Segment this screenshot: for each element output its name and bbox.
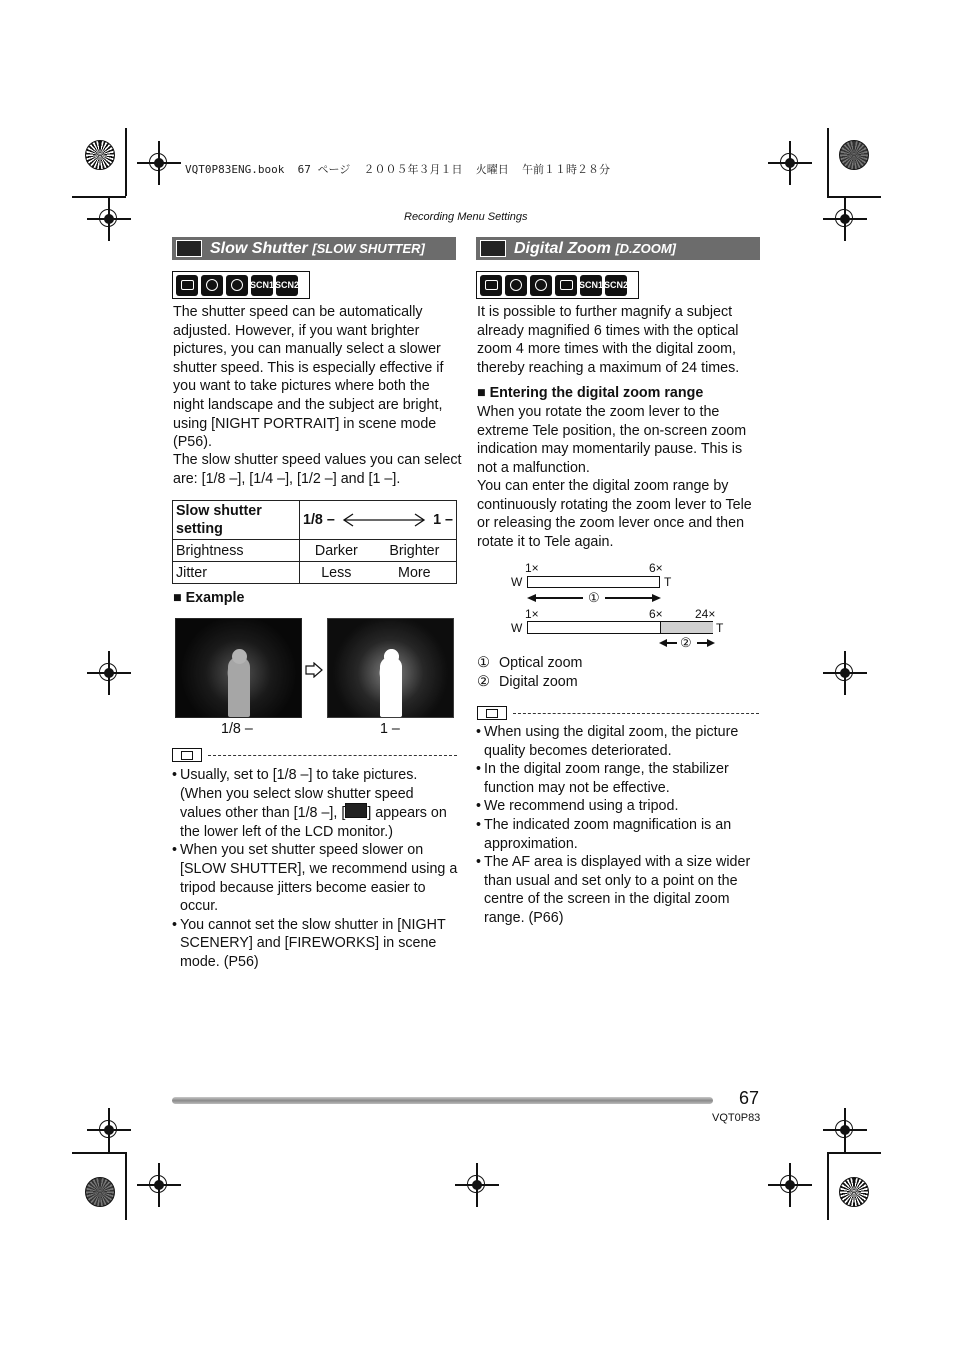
list-item: • When you set shutter speed slower on [SLOW SHUTTER], we recommend using a tripod because jitters become easier to occur.	[172, 841, 458, 915]
registration-wheel-icon	[839, 140, 869, 170]
example-photo-bright	[327, 618, 454, 718]
economy-mode-icon	[505, 275, 527, 296]
section-subtitle: [D.ZOOM]	[615, 241, 676, 256]
legend-digital: ② Digital zoom	[477, 674, 578, 690]
bar2-left-label: 1×	[525, 607, 539, 621]
digital-zoom-para2: When you rotate the zoom lever to the extreme Tele position, the on-screen zoom indication may momentarily pause. This is not a malfunction.	[477, 404, 747, 476]
note-divider	[477, 706, 759, 720]
page-number: 67	[739, 1088, 760, 1108]
digital-zoom-para3: You can enter the digital zoom range by continuously rotating the zoom lever to Tele or releasing the zoom lever once and then rotate it to Tele again.	[477, 478, 752, 550]
photo-caption-right: 1 –	[380, 721, 400, 737]
digital-zoom-intro: It is possible to further magnify a subject already magnified 6 times with the optical zoom 4 more times with the digital zoom, thereby reaching a maximum of 24 times.	[477, 304, 740, 376]
list-item: • The indicated zoom magnification is an approximation.	[476, 816, 762, 853]
crosshair-icon	[137, 141, 181, 185]
scn2-mode-icon: SCN2	[276, 275, 298, 296]
digital-zoom-subheading: ■ Entering the digital zoom range	[477, 385, 704, 401]
bar2-w-label: W	[511, 621, 523, 635]
economy-mode-icon	[201, 275, 223, 296]
list-item: • We recommend using a tripod.	[476, 797, 762, 816]
crosshair-icon	[137, 1163, 181, 1207]
camera-mode-icon	[480, 275, 502, 296]
slow-shutter-values: The slow shutter speed values you can select are: [1/8 –], [1/4 –], [1/2 –] and [1 –].	[173, 452, 462, 487]
brightness-low: Darker	[300, 540, 373, 562]
crop-line	[827, 1152, 829, 1220]
legend-optical: ① Optical zoom	[477, 655, 583, 671]
list-item: • Usually, set to [1/8 –] to take pictures. (When you select slow shutter speed values other than [1/8 –], [ ] appears on the lower left of the LCD monitor.)	[172, 766, 458, 841]
list-item: • You cannot set the slow shutter in [NIGHT SCENERY] and [FIREWORKS] in scene mode. (P56)	[172, 916, 458, 972]
crosshair-icon	[87, 1108, 131, 1152]
bar2-right-label: 24×	[695, 607, 716, 621]
crop-line	[125, 1152, 127, 1220]
crop-line	[827, 1152, 881, 1154]
crop-line	[125, 128, 127, 196]
crop-line	[827, 128, 829, 196]
list-item: • When using the digital zoom, the picture quality becomes deteriorated.	[476, 723, 762, 760]
slow-shutter-intro: The shutter speed can be automatically adjusted. However, if you want brighter pictures, you can manually select a slower shutter speed. This is especially effective if you want to take pictures where both the night landscape and the subject are bright, using [NIGHT PORTRAIT] in scene mode (P56).	[173, 304, 444, 451]
note-divider	[172, 748, 457, 762]
available-modes	[172, 271, 310, 299]
digital-zoom-segment	[660, 622, 713, 633]
slow-shutter-table	[172, 500, 457, 584]
bar1-left-label: 1×	[525, 561, 539, 575]
registration-wheel-icon	[85, 1177, 115, 1207]
list-item: • In the digital zoom range, the stabilizer function may not be effective.	[476, 760, 762, 797]
bar2-t-label: T	[716, 621, 724, 635]
available-modes	[476, 271, 639, 299]
photo-caption-left: 1/8 –	[221, 721, 253, 737]
jitter-high: More	[373, 562, 457, 584]
crosshair-icon	[823, 651, 867, 695]
brightness-high: Brighter	[373, 540, 457, 562]
list-item: • The AF area is displayed with a size wider than usual and set only to a point on the centre of the screen in the digital zoom range. (P66)	[476, 853, 762, 927]
table-header-setting: Slow shutter setting	[173, 501, 300, 540]
macro-mode-icon	[226, 275, 248, 296]
digital-zoom-icon	[480, 240, 506, 257]
crosshair-icon	[455, 1163, 499, 1207]
scn2-mode-icon: SCN2	[605, 275, 627, 296]
example-photo-dark	[175, 618, 302, 718]
crosshair-icon	[823, 1108, 867, 1152]
motion-picture-mode-icon	[555, 275, 577, 296]
slow-shutter-notes	[172, 766, 458, 972]
crosshair-icon	[768, 141, 812, 185]
full-zoom-bar	[527, 621, 713, 634]
crop-line	[827, 196, 881, 198]
crop-line	[72, 1152, 126, 1154]
bar1-right-label: 6×	[649, 561, 663, 575]
registration-wheel-icon	[85, 140, 115, 170]
optical-zoom-bar	[527, 576, 660, 588]
double-arrow-icon	[341, 513, 427, 527]
section-subtitle: [SLOW SHUTTER]	[312, 241, 425, 256]
digital-zoom-notes	[476, 723, 762, 928]
crosshair-icon	[823, 197, 867, 241]
camera-mode-icon	[176, 275, 198, 296]
marker-1: ①	[588, 590, 600, 605]
slow-icon	[176, 240, 202, 257]
bar1-t-label: T	[664, 575, 672, 589]
example-heading: ■ Example	[173, 590, 245, 606]
running-head: Recording Menu Settings	[404, 211, 528, 223]
bar2-mid-label: 6×	[649, 607, 663, 621]
print-header: VQT0P83ENG.book 67 ページ ２００５年３月１日 火曜日 午前１１時２８分	[185, 163, 610, 176]
range-right: 1 –	[433, 512, 453, 528]
scn1-mode-icon: SCN1	[251, 275, 273, 296]
document-code: VQT0P83	[712, 1112, 761, 1124]
note-icon	[477, 706, 507, 720]
crosshair-icon	[87, 651, 131, 695]
row-label-brightness: Brightness	[173, 540, 300, 562]
registration-wheel-icon	[839, 1177, 869, 1207]
note-icon	[172, 748, 202, 762]
bar1-w-label: W	[511, 575, 523, 589]
footer-rule	[172, 1097, 713, 1104]
section-title: Digital Zoom	[514, 240, 611, 257]
range-cell	[300, 501, 457, 540]
marker-2: ②	[680, 635, 692, 650]
macro-mode-icon	[530, 275, 552, 296]
jitter-low: Less	[300, 562, 373, 584]
crosshair-icon	[768, 1163, 812, 1207]
row-label-jitter: Jitter	[173, 562, 300, 584]
section-header-digital-zoom	[476, 237, 760, 260]
slow-icon	[345, 803, 367, 818]
section-title: Slow Shutter	[210, 240, 308, 257]
crosshair-icon	[87, 197, 131, 241]
section-header-slow-shutter	[172, 237, 456, 260]
scn1-mode-icon: SCN1	[580, 275, 602, 296]
arrow-right-icon	[305, 662, 323, 678]
range-left: 1/8 –	[303, 512, 335, 528]
crop-line	[72, 196, 126, 198]
zoom-diagram	[508, 561, 738, 653]
